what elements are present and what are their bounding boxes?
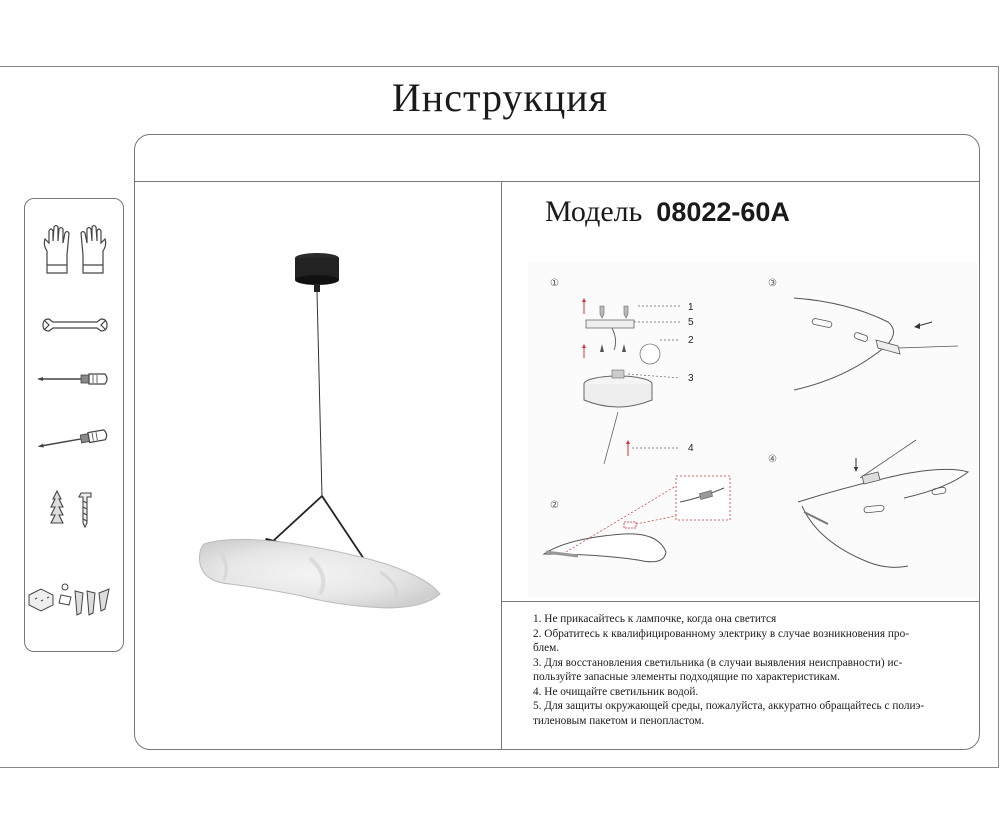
step-4-marker: ④ <box>768 454 777 465</box>
pendant-lamp-illustration <box>190 246 450 616</box>
note-line: блем. <box>533 642 560 654</box>
note-line: пользуйте запасные элементы подходящие по характеристикам. <box>533 671 840 683</box>
page-title: Инструкция <box>391 75 609 120</box>
notes-separator <box>501 601 979 602</box>
screw-and-anchor-icon <box>25 487 125 536</box>
flat-screwdriver-icon <box>25 367 125 396</box>
phillips-screwdriver-icon <box>25 425 125 460</box>
step-2-diagram <box>544 476 730 562</box>
step-3-diagram <box>768 278 958 390</box>
note-line: 3. Для восстановления светильника (в случаи выявления неисправности) ис- <box>533 656 903 669</box>
tools-panel <box>24 198 124 652</box>
callout-4: 4 <box>688 443 694 454</box>
step-1-marker: ① <box>550 278 559 289</box>
model-heading <box>545 195 790 229</box>
wrench-icon <box>25 309 125 344</box>
step-3-marker: ③ <box>768 278 777 289</box>
installation-diagrams <box>528 262 978 598</box>
note-line: 5. Для защиты окружающей среды, пожалуйста, аккуратно обращайтесь с полиэ- <box>533 700 925 712</box>
safety-notes <box>533 612 953 728</box>
step-4-diagram <box>768 440 968 567</box>
gloves-icon <box>25 221 125 286</box>
callout-3: 3 <box>688 373 694 384</box>
step-1-diagram <box>550 278 694 464</box>
step-2-marker: ② <box>550 500 559 511</box>
note-line: 4. Не очищайте светильник водой. <box>533 685 699 698</box>
callout-2: 2 <box>688 335 694 346</box>
note-line: 2. Обратитесь к квалифицированному электрику в случае возникновения про- <box>533 627 909 640</box>
callout-5: 5 <box>688 317 694 328</box>
model-label: Модель <box>545 195 643 228</box>
model-code: 08022-60A <box>656 197 790 227</box>
callout-1: 1 <box>688 302 694 313</box>
terminal-block-and-connectors-icon <box>25 575 125 624</box>
note-line: 1. Не прикасайтесь к лампочке, когда она светится <box>533 613 777 625</box>
note-line: тиленовым пакетом и пенопластом. <box>533 714 705 727</box>
